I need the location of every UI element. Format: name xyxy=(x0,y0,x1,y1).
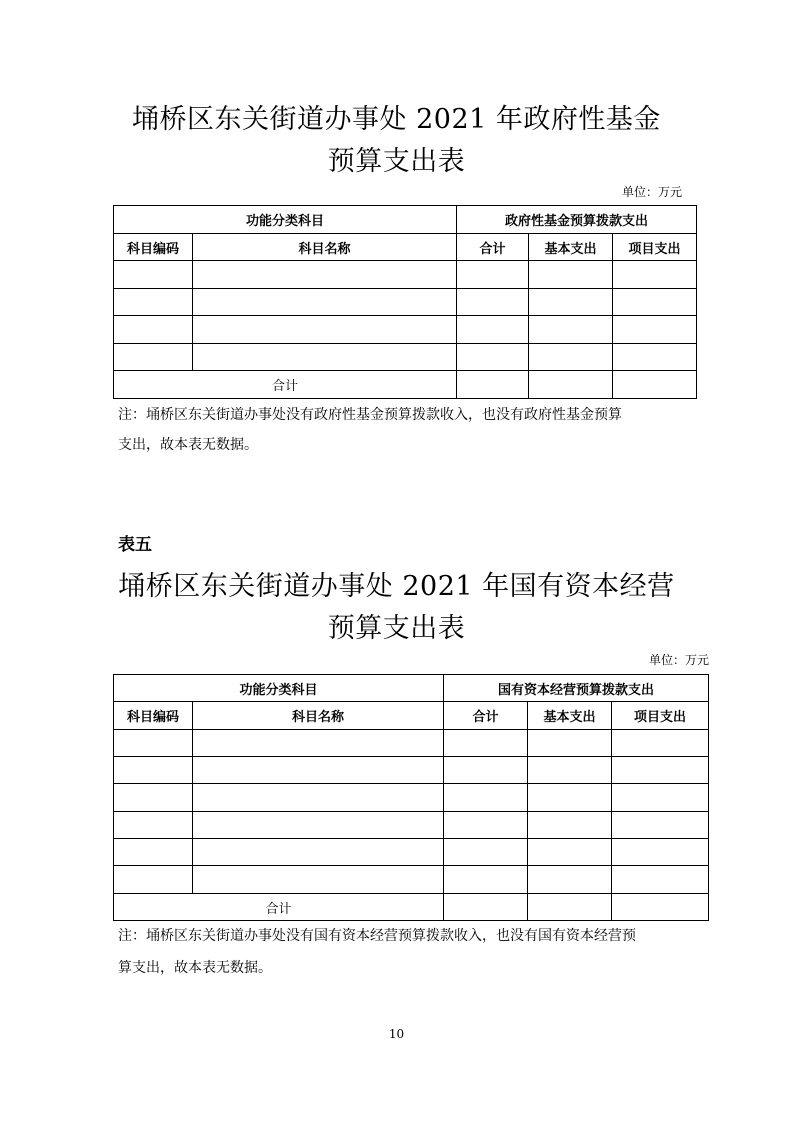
table1-note-line2: 支出，故本表无数据。 xyxy=(118,437,258,453)
table-row xyxy=(114,316,697,344)
table2-title-line1: 埇桥区东关街道办事处 2021 年国有资本经营 xyxy=(118,571,675,602)
table-row xyxy=(114,757,709,784)
table1-col-project: 项目支出 xyxy=(613,234,697,261)
table1-budget-table xyxy=(113,205,697,399)
table-row xyxy=(114,839,709,866)
table1-col-basic: 基本支出 xyxy=(529,234,613,261)
table2-note-line2: 算支出，故本表无数据。 xyxy=(118,960,272,976)
table2-group-left: 功能分类科目 xyxy=(114,675,444,702)
table-row xyxy=(114,730,709,757)
table2-note-line1: 注：埇桥区东关街道办事处没有国有资本经营预算拨款收入，也没有国有资本经营预 xyxy=(118,928,636,944)
table2-unit: 单位：万元 xyxy=(649,653,710,667)
table2-total-row xyxy=(114,894,709,921)
table-row xyxy=(114,784,709,812)
table-row xyxy=(114,866,709,894)
table2-col-project: 项目支出 xyxy=(612,702,709,730)
table1-col-code: 科目编码 xyxy=(114,234,193,261)
page-number: 10 xyxy=(388,1027,405,1041)
table1-total-label: 合计 xyxy=(114,371,457,399)
table1-col-total: 合计 xyxy=(457,234,529,261)
table-row xyxy=(114,812,709,839)
table1-col-name: 科目名称 xyxy=(193,234,457,261)
table-row xyxy=(114,344,697,371)
table2-col-total: 合计 xyxy=(444,702,528,730)
table1-total-row xyxy=(114,371,697,399)
table2-col-name: 科目名称 xyxy=(193,702,444,730)
table1-title-line1: 埇桥区东关街道办事处 2021 年政府性基金 xyxy=(132,104,661,135)
table-row xyxy=(114,289,697,316)
table1-title-line2: 预算支出表 xyxy=(327,146,466,177)
table2-group-header-row xyxy=(114,675,709,702)
table2-col-basic: 基本支出 xyxy=(528,702,612,730)
table1-group-left: 功能分类科目 xyxy=(114,206,457,234)
table1-unit: 单位：万元 xyxy=(622,185,683,199)
table2-group-right: 国有资本经营预算拨款支出 xyxy=(444,675,709,702)
table2-total-label: 合计 xyxy=(114,894,444,921)
table1-note-line1: 注：埇桥区东关街道办事处没有政府性基金预算拨款收入，也没有政府性基金预算 xyxy=(118,407,622,423)
table1-group-header-row xyxy=(114,206,697,234)
table2-col-code: 科目编码 xyxy=(114,702,193,730)
table-row xyxy=(114,261,697,289)
table1-group-right: 政府性基金预算拨款支出 xyxy=(457,206,697,234)
table2-column-header-row xyxy=(114,702,709,730)
table2-title-line2: 预算支出表 xyxy=(327,613,466,644)
table1-column-header-row xyxy=(114,234,697,261)
section-label: 表五 xyxy=(118,535,152,555)
table2-budget-table xyxy=(113,674,709,921)
